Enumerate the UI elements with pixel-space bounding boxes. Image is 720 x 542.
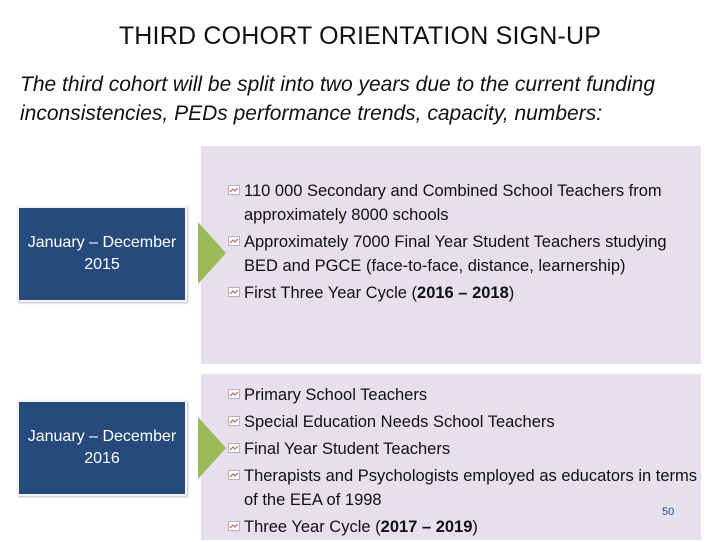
cohort-2016-date-box xyxy=(17,400,187,496)
bullet-picture-icon xyxy=(228,185,240,195)
bullet-picture-icon xyxy=(228,389,240,399)
slide-title: THIRD COHORT ORIENTATION SIGN-UP xyxy=(118,22,602,50)
bullet-text-suffix: ) xyxy=(472,518,478,536)
list-item xyxy=(228,515,698,539)
bullet-picture-icon xyxy=(228,416,240,426)
bullet-text-prefix: Three Year Cycle ( xyxy=(244,518,381,536)
intro-text: The third cohort will be split into two years due to the current funding inconsistencies, PEDs performance trends, capacity, numbers: xyxy=(20,73,656,125)
cohort-2016-period: January – December 2016 xyxy=(27,428,177,467)
bullet-text: Approximately 7000 Final Year Student Teachers studying BED and PGCE (face-to-face, distance, learnership) xyxy=(244,233,667,275)
bullet-text-suffix: ) xyxy=(508,284,515,302)
cohort-2015-date-box xyxy=(17,206,187,302)
bullet-text: 110 000 Secondary and Combined School Teachers from approximately 8000 schools xyxy=(244,182,662,224)
bullet-text: Therapists and Psychologists employed as educators in terms of the EEA of 1998 xyxy=(244,467,698,509)
bullet-text: Final Year Student Teachers xyxy=(244,440,451,458)
bullet-text: Primary School Teachers xyxy=(244,386,428,404)
list-item xyxy=(228,464,698,512)
list-item xyxy=(228,410,698,434)
list-item xyxy=(228,230,698,278)
list-item xyxy=(228,179,698,227)
bullet-picture-icon xyxy=(228,521,240,531)
cohort-2016-arrow xyxy=(198,417,226,479)
cycle-years: 2016 – 2018 xyxy=(417,284,509,302)
cohort-2015-arrow xyxy=(198,222,226,284)
bullet-text: Special Education Needs School Teachers xyxy=(244,413,555,431)
list-item xyxy=(228,437,698,461)
list-item xyxy=(228,281,698,305)
page-number: 50 xyxy=(662,506,675,518)
bullet-picture-icon xyxy=(228,443,240,453)
bullet-picture-icon xyxy=(228,470,240,480)
cohort-2015-bullet-list xyxy=(228,179,698,308)
cohort-2016-bullet-list xyxy=(228,383,698,542)
bullet-picture-icon xyxy=(228,287,240,297)
bullet-text-prefix: First Three Year Cycle ( xyxy=(244,284,418,302)
cohort-2015-period: January – December 2015 xyxy=(27,234,177,273)
bullet-picture-icon xyxy=(228,236,240,246)
list-item xyxy=(228,383,698,407)
cycle-years: 2017 – 2019 xyxy=(380,518,473,536)
